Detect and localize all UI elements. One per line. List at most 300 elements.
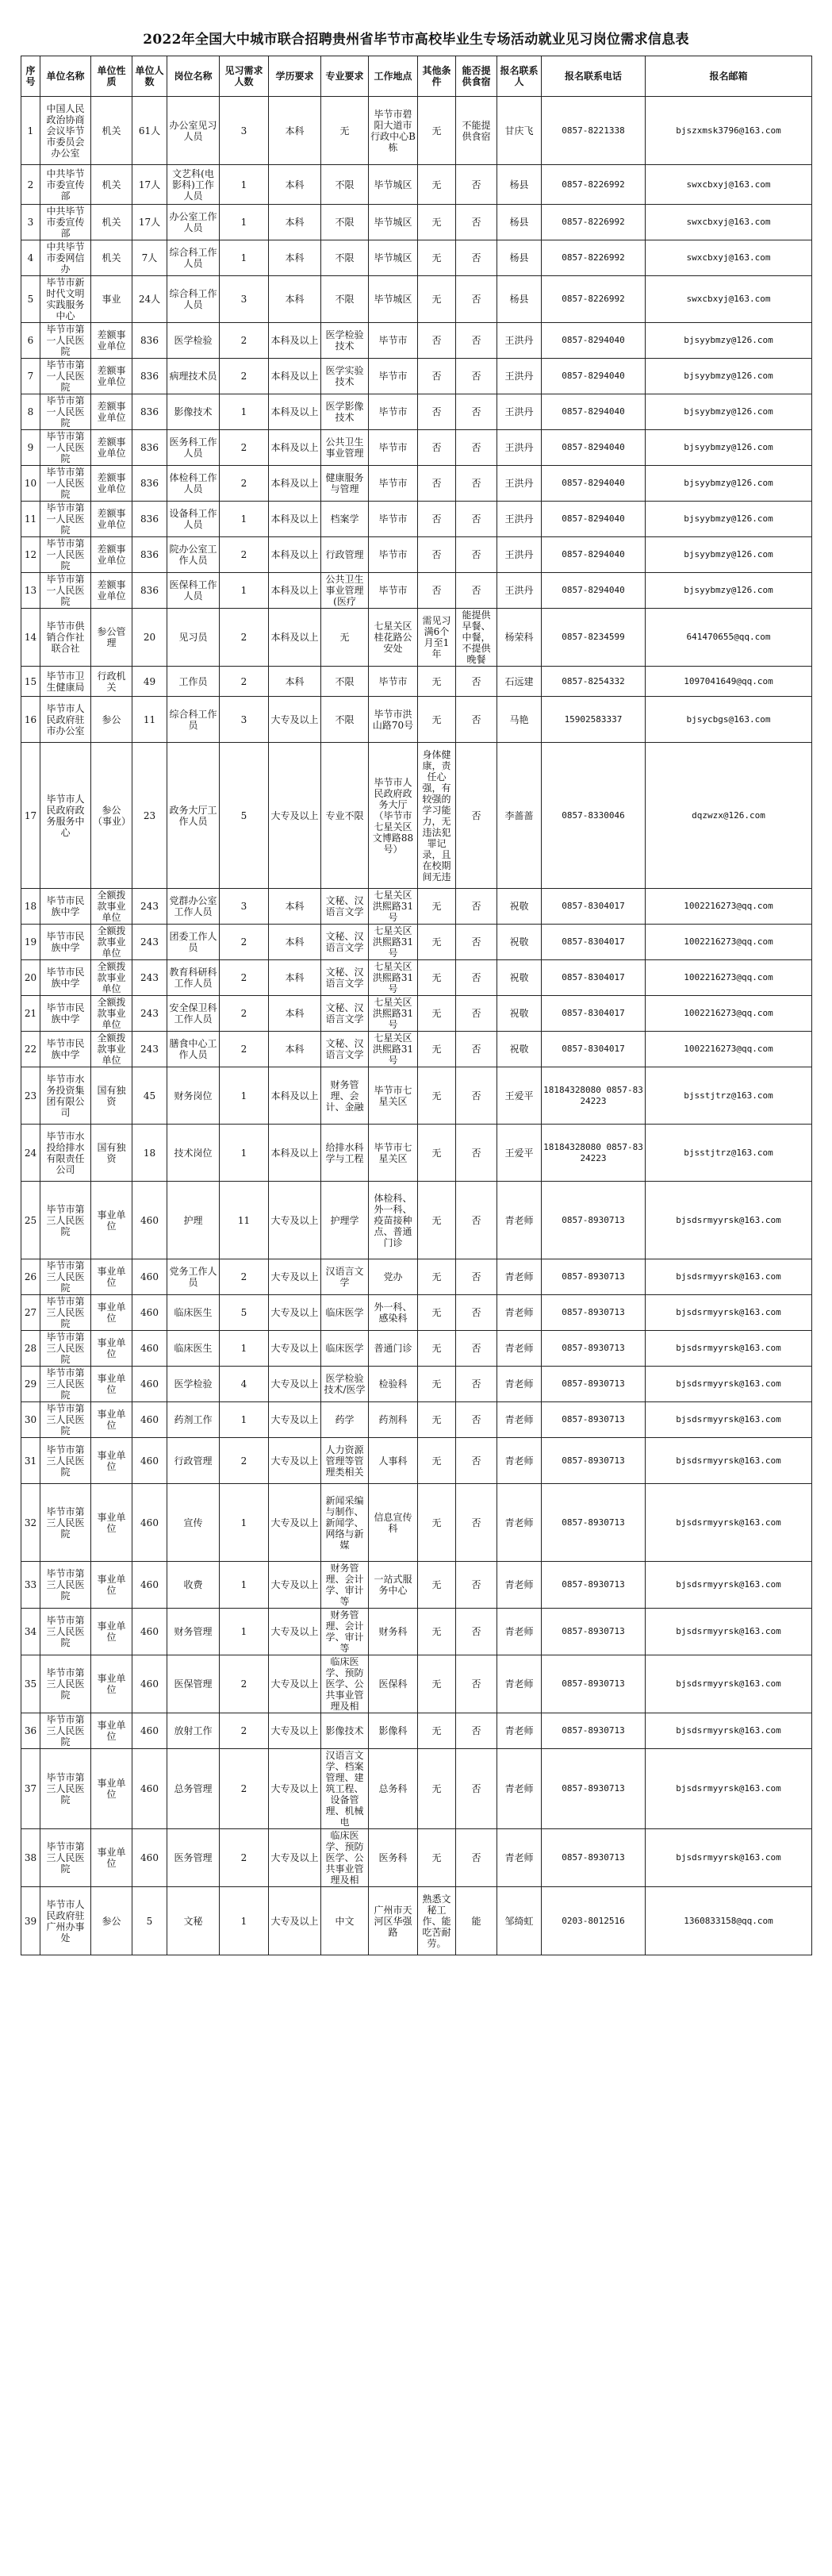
major-requirement: 文秘、汉语言文学	[321, 889, 369, 925]
unit-headcount: 836	[132, 537, 167, 573]
unit-name: 毕节市第三人民医院	[40, 1749, 91, 1829]
meals-lodging: 不能提供食宿	[456, 97, 497, 165]
contact-email: bjsyybmzy@126.com	[646, 323, 812, 359]
meals-lodging: 否	[456, 1125, 497, 1182]
major-requirement: 公共卫生事业管理	[321, 430, 369, 466]
table-row	[21, 960, 812, 996]
contact-person: 杨县	[497, 205, 542, 240]
table-row	[21, 697, 812, 743]
contact-phone: 0857-8226992	[542, 205, 646, 240]
major-requirement: 医学实验技术	[321, 359, 369, 394]
table-row	[21, 323, 812, 359]
unit-name: 毕节市第一人民医院	[40, 323, 91, 359]
contact-person: 杨县	[497, 240, 542, 276]
contact-person: 青老师	[497, 1438, 542, 1484]
table-row	[21, 1749, 812, 1829]
contact-phone: 0857-8930713	[542, 1749, 646, 1829]
unit-headcount: 836	[132, 359, 167, 394]
row-number: 21	[21, 996, 40, 1032]
meals-lodging: 否	[456, 1295, 497, 1331]
education-requirement: 本科及以上	[269, 609, 321, 667]
unit-type: 机关	[91, 205, 132, 240]
position-name: 党务工作人员	[167, 1259, 220, 1295]
row-number: 28	[21, 1331, 40, 1367]
major-requirement: 财务管理、会计、金融	[321, 1067, 369, 1125]
contact-person: 王洪丹	[497, 537, 542, 573]
contact-phone: 0857-8930713	[542, 1438, 646, 1484]
unit-headcount: 11	[132, 697, 167, 743]
row-number: 33	[21, 1562, 40, 1609]
meals-lodging: 否	[456, 889, 497, 925]
education-requirement: 本科及以上	[269, 323, 321, 359]
table-row	[21, 1032, 812, 1067]
contact-person: 青老师	[497, 1402, 542, 1438]
work-location: 七星关区桂花路公安处	[369, 609, 418, 667]
contact-phone: 0857-8221338	[542, 97, 646, 165]
table-row	[21, 1402, 812, 1438]
intern-count: 5	[220, 1295, 269, 1331]
row-number: 30	[21, 1402, 40, 1438]
position-name: 膳食中心工作人员	[167, 1032, 220, 1067]
contact-person: 王洪丹	[497, 573, 542, 609]
meals-lodging: 否	[456, 1484, 497, 1562]
header-cell: 见习需求人数	[220, 56, 269, 97]
contact-email: 1097041649@qq.com	[646, 667, 812, 697]
unit-headcount: 460	[132, 1562, 167, 1609]
unit-type: 差额事业单位	[91, 323, 132, 359]
other-conditions: 无	[418, 1655, 456, 1713]
unit-headcount: 243	[132, 996, 167, 1032]
unit-type: 差额事业单位	[91, 573, 132, 609]
contact-person: 青老师	[497, 1295, 542, 1331]
table-row	[21, 1125, 812, 1182]
unit-type: 差额事业单位	[91, 394, 132, 430]
contact-phone: 0857-8294040	[542, 573, 646, 609]
work-location: 人事科	[369, 1438, 418, 1484]
contact-person: 王爱平	[497, 1067, 542, 1125]
major-requirement: 文秘、汉语言文学	[321, 960, 369, 996]
major-requirement: 影像技术	[321, 1713, 369, 1749]
major-requirement: 新闻采编与制作、新闻学、网络与新媒	[321, 1484, 369, 1562]
contact-person: 杨县	[497, 165, 542, 205]
position-name: 办公室见习人员	[167, 97, 220, 165]
unit-name: 中国人民政治协商会议毕节市委员会办公室	[40, 97, 91, 165]
work-location: 毕节市	[369, 394, 418, 430]
row-number: 6	[21, 323, 40, 359]
contact-email: bjsdsrmyyrsk@163.com	[646, 1562, 812, 1609]
contact-email: swxcbxyj@163.com	[646, 276, 812, 323]
unit-type: 事业单位	[91, 1484, 132, 1562]
intern-count: 2	[220, 1438, 269, 1484]
work-location: 毕节市	[369, 502, 418, 537]
contact-phone: 0857-8930713	[542, 1182, 646, 1259]
unit-type: 全额拨款事业单位	[91, 996, 132, 1032]
intern-count: 2	[220, 323, 269, 359]
intern-count: 1	[220, 573, 269, 609]
unit-name: 毕节市第三人民医院	[40, 1713, 91, 1749]
unit-type: 事业单位	[91, 1562, 132, 1609]
education-requirement: 大专及以上	[269, 1438, 321, 1484]
unit-name: 中共毕节市委网信办	[40, 240, 91, 276]
major-requirement: 汉语言文学	[321, 1259, 369, 1295]
unit-headcount: 460	[132, 1331, 167, 1367]
contact-person: 青老师	[497, 1259, 542, 1295]
other-conditions: 无	[418, 1829, 456, 1887]
contact-phone: 0857-8294040	[542, 323, 646, 359]
major-requirement: 医学影像技术	[321, 394, 369, 430]
meals-lodging: 否	[456, 1655, 497, 1713]
contact-phone: 0857-8330046	[542, 743, 646, 889]
table-row	[21, 1367, 812, 1402]
row-number: 7	[21, 359, 40, 394]
contact-phone: 0857-8930713	[542, 1367, 646, 1402]
contact-phone: 0857-8930713	[542, 1484, 646, 1562]
education-requirement: 大专及以上	[269, 743, 321, 889]
table-row	[21, 925, 812, 960]
row-number: 31	[21, 1438, 40, 1484]
other-conditions: 无	[418, 667, 456, 697]
intern-count: 2	[220, 667, 269, 697]
unit-type: 参公（事业）	[91, 743, 132, 889]
major-requirement: 汉语言文学、档案管理、建筑工程、设备管理、机械电	[321, 1749, 369, 1829]
intern-count: 1	[220, 1331, 269, 1367]
unit-type: 事业单位	[91, 1609, 132, 1655]
other-conditions: 无	[418, 1125, 456, 1182]
document	[21, 24, 811, 1955]
row-number: 17	[21, 743, 40, 889]
position-name: 行政管理	[167, 1438, 220, 1484]
position-name: 医保管理	[167, 1655, 220, 1713]
unit-type: 机关	[91, 97, 132, 165]
unit-type: 差额事业单位	[91, 537, 132, 573]
table-row	[21, 1609, 812, 1655]
unit-name: 毕节市水投给排水有限责任公司	[40, 1125, 91, 1182]
meals-lodging: 否	[456, 925, 497, 960]
unit-type: 国有独资	[91, 1125, 132, 1182]
meals-lodging: 能	[456, 1887, 497, 1955]
position-name: 办公室工作人员	[167, 205, 220, 240]
meals-lodging: 否	[456, 1259, 497, 1295]
position-name: 医保科工作人员	[167, 573, 220, 609]
unit-headcount: 20	[132, 609, 167, 667]
work-location: 毕节市人民政府政务大厅（毕节市七星关区文博路88号）	[369, 743, 418, 889]
work-location: 毕节城区	[369, 165, 418, 205]
contact-phone: 0857-8304017	[542, 925, 646, 960]
contact-person: 青老师	[497, 1562, 542, 1609]
contact-person: 王洪丹	[497, 502, 542, 537]
meals-lodging: 否	[456, 1562, 497, 1609]
row-number: 18	[21, 889, 40, 925]
row-number: 29	[21, 1367, 40, 1402]
intern-count: 2	[220, 960, 269, 996]
intern-count: 1	[220, 1402, 269, 1438]
work-location: 普通门诊	[369, 1331, 418, 1367]
position-name: 临床医生	[167, 1331, 220, 1367]
education-requirement: 本科及以上	[269, 394, 321, 430]
jobs-table	[21, 56, 812, 1955]
position-name: 见习员	[167, 609, 220, 667]
unit-headcount: 243	[132, 960, 167, 996]
education-requirement: 大专及以上	[269, 1484, 321, 1562]
contact-email: bjsstjtrz@163.com	[646, 1125, 812, 1182]
work-location: 广州市天河区华强路	[369, 1887, 418, 1955]
contact-phone: 0857-8254332	[542, 667, 646, 697]
unit-headcount: 460	[132, 1609, 167, 1655]
education-requirement: 本科及以上	[269, 537, 321, 573]
education-requirement: 大专及以上	[269, 1402, 321, 1438]
position-name: 病理技术员	[167, 359, 220, 394]
table-row	[21, 240, 812, 276]
unit-headcount: 45	[132, 1067, 167, 1125]
other-conditions: 无	[418, 1182, 456, 1259]
other-conditions: 无	[418, 697, 456, 743]
contact-person: 杨荣科	[497, 609, 542, 667]
row-number: 10	[21, 466, 40, 502]
position-name: 护理	[167, 1182, 220, 1259]
contact-person: 王洪丹	[497, 359, 542, 394]
unit-headcount: 61人	[132, 97, 167, 165]
row-number: 24	[21, 1125, 40, 1182]
other-conditions: 无	[418, 1749, 456, 1829]
table-row	[21, 502, 812, 537]
other-conditions: 否	[418, 502, 456, 537]
intern-count: 2	[220, 1829, 269, 1887]
contact-email: bjsdsrmyyrsk@163.com	[646, 1749, 812, 1829]
row-number: 27	[21, 1295, 40, 1331]
work-location: 毕节市	[369, 537, 418, 573]
contact-phone: 0857-8304017	[542, 960, 646, 996]
intern-count: 2	[220, 925, 269, 960]
contact-email: 1002216273@qq.com	[646, 960, 812, 996]
intern-count: 2	[220, 1032, 269, 1067]
row-number: 39	[21, 1887, 40, 1955]
table-row	[21, 1562, 812, 1609]
contact-email: bjsdsrmyyrsk@163.com	[646, 1438, 812, 1484]
contact-person: 祝敬	[497, 1032, 542, 1067]
contact-email: swxcbxyj@163.com	[646, 240, 812, 276]
contact-person: 青老师	[497, 1367, 542, 1402]
education-requirement: 本科	[269, 667, 321, 697]
position-name: 技术岗位	[167, 1125, 220, 1182]
contact-person: 祝敬	[497, 925, 542, 960]
unit-type: 事业单位	[91, 1655, 132, 1713]
other-conditions: 否	[418, 323, 456, 359]
contact-phone: 18184328080 0857-8324223	[542, 1067, 646, 1125]
other-conditions: 无	[418, 1259, 456, 1295]
contact-email: bjsdsrmyyrsk@163.com	[646, 1484, 812, 1562]
unit-headcount: 18	[132, 1125, 167, 1182]
contact-phone: 0857-8304017	[542, 996, 646, 1032]
header-cell: 学历要求	[269, 56, 321, 97]
unit-name: 毕节市第三人民医院	[40, 1609, 91, 1655]
contact-email: bjsyybmzy@126.com	[646, 573, 812, 609]
header-cell: 报名邮箱	[646, 56, 812, 97]
work-location: 毕节城区	[369, 205, 418, 240]
position-name: 综合科工作人员	[167, 276, 220, 323]
education-requirement: 本科	[269, 276, 321, 323]
table-row	[21, 1295, 812, 1331]
intern-count: 1	[220, 1887, 269, 1955]
meals-lodging: 否	[456, 1331, 497, 1367]
education-requirement: 本科及以上	[269, 573, 321, 609]
other-conditions: 无	[418, 1609, 456, 1655]
unit-type: 参公	[91, 1887, 132, 1955]
major-requirement: 不限	[321, 205, 369, 240]
unit-name: 毕节市第一人民医院	[40, 537, 91, 573]
education-requirement: 本科	[269, 925, 321, 960]
row-number: 26	[21, 1259, 40, 1295]
row-number: 16	[21, 697, 40, 743]
contact-email: bjsdsrmyyrsk@163.com	[646, 1259, 812, 1295]
unit-type: 参公	[91, 697, 132, 743]
intern-count: 1	[220, 394, 269, 430]
contact-phone: 0857-8930713	[542, 1609, 646, 1655]
contact-email: bjsdsrmyyrsk@163.com	[646, 1713, 812, 1749]
contact-email: swxcbxyj@163.com	[646, 205, 812, 240]
major-requirement: 财务管理、会计学、审计等	[321, 1562, 369, 1609]
work-location: 信息宣传科	[369, 1484, 418, 1562]
position-name: 文秘	[167, 1887, 220, 1955]
unit-headcount: 17人	[132, 165, 167, 205]
meals-lodging: 否	[456, 1067, 497, 1125]
contact-phone: 0857-8226992	[542, 165, 646, 205]
contact-email: bjszxmsk3796@163.com	[646, 97, 812, 165]
contact-person: 青老师	[497, 1182, 542, 1259]
unit-type: 全额拨款事业单位	[91, 960, 132, 996]
unit-headcount: 460	[132, 1749, 167, 1829]
contact-person: 祝敬	[497, 960, 542, 996]
row-number: 1	[21, 97, 40, 165]
meals-lodging: 否	[456, 430, 497, 466]
unit-name: 毕节市第三人民医院	[40, 1562, 91, 1609]
major-requirement: 人力资源管理等管理类相关	[321, 1438, 369, 1484]
major-requirement: 中文	[321, 1887, 369, 1955]
intern-count: 1	[220, 1125, 269, 1182]
intern-count: 2	[220, 359, 269, 394]
contact-person: 祝敬	[497, 996, 542, 1032]
unit-headcount: 460	[132, 1182, 167, 1259]
table-row	[21, 889, 812, 925]
contact-phone: 0857-8294040	[542, 537, 646, 573]
unit-type: 事业单位	[91, 1402, 132, 1438]
work-location: 毕节市碧阳大道市行政中心B栋	[369, 97, 418, 165]
table-row	[21, 394, 812, 430]
contact-phone: 0857-8294040	[542, 394, 646, 430]
education-requirement: 本科及以上	[269, 502, 321, 537]
table-row	[21, 1182, 812, 1259]
work-location: 毕节城区	[369, 240, 418, 276]
position-name: 财务管理	[167, 1609, 220, 1655]
education-requirement: 本科	[269, 205, 321, 240]
row-number: 2	[21, 165, 40, 205]
unit-name: 中共毕节市委宣传部	[40, 205, 91, 240]
contact-phone: 0203-8012516	[542, 1887, 646, 1955]
unit-headcount: 836	[132, 394, 167, 430]
contact-email: 1360833158@qq.com	[646, 1887, 812, 1955]
position-name: 安全保卫科工作人员	[167, 996, 220, 1032]
contact-email: 1002216273@qq.com	[646, 1032, 812, 1067]
education-requirement: 本科	[269, 889, 321, 925]
education-requirement: 本科及以上	[269, 1125, 321, 1182]
work-location: 毕节市	[369, 430, 418, 466]
contact-phone: 0857-8930713	[542, 1562, 646, 1609]
meals-lodging: 否	[456, 205, 497, 240]
education-requirement: 大专及以上	[269, 1295, 321, 1331]
unit-type: 事业单位	[91, 1259, 132, 1295]
unit-name: 毕节市第一人民医院	[40, 502, 91, 537]
contact-phone: 0857-8930713	[542, 1295, 646, 1331]
position-name: 医学检验	[167, 323, 220, 359]
unit-headcount: 460	[132, 1484, 167, 1562]
unit-headcount: 24人	[132, 276, 167, 323]
position-name: 设备科工作人员	[167, 502, 220, 537]
work-location: 毕节市	[369, 359, 418, 394]
other-conditions: 无	[418, 1067, 456, 1125]
position-name: 工作员	[167, 667, 220, 697]
meals-lodging: 否	[456, 573, 497, 609]
intern-count: 11	[220, 1182, 269, 1259]
other-conditions: 无	[418, 1032, 456, 1067]
other-conditions: 身体健康，责任心强，有较强的学习能力，无违法犯罪记录，且在校期间无违	[418, 743, 456, 889]
unit-headcount: 17人	[132, 205, 167, 240]
table-row	[21, 667, 812, 697]
row-number: 3	[21, 205, 40, 240]
unit-headcount: 460	[132, 1402, 167, 1438]
row-number: 12	[21, 537, 40, 573]
row-number: 22	[21, 1032, 40, 1067]
other-conditions: 无	[418, 1295, 456, 1331]
unit-name: 毕节市供销合作社联合社	[40, 609, 91, 667]
contact-phone: 18184328080 0857-8324223	[542, 1125, 646, 1182]
major-requirement: 文秘、汉语言文学	[321, 925, 369, 960]
table-row	[21, 1438, 812, 1484]
contact-person: 青老师	[497, 1609, 542, 1655]
row-number: 23	[21, 1067, 40, 1125]
unit-type: 差额事业单位	[91, 502, 132, 537]
contact-email: bjsdsrmyyrsk@163.com	[646, 1295, 812, 1331]
unit-name: 毕节市人民政府驻市办公室	[40, 697, 91, 743]
unit-name: 毕节市民族中学	[40, 960, 91, 996]
major-requirement: 档案学	[321, 502, 369, 537]
row-number: 25	[21, 1182, 40, 1259]
header-row	[21, 56, 812, 97]
unit-name: 毕节市第一人民医院	[40, 466, 91, 502]
unit-name: 毕节市第一人民医院	[40, 359, 91, 394]
intern-count: 1	[220, 1609, 269, 1655]
position-name: 放射工作	[167, 1713, 220, 1749]
unit-name: 毕节市第三人民医院	[40, 1259, 91, 1295]
position-name: 医学检验	[167, 1367, 220, 1402]
intern-count: 2	[220, 430, 269, 466]
position-name: 药剂工作	[167, 1402, 220, 1438]
major-requirement: 专业不限	[321, 743, 369, 889]
unit-headcount: 243	[132, 889, 167, 925]
unit-headcount: 460	[132, 1713, 167, 1749]
unit-name: 毕节市水务投资集团有限公司	[40, 1067, 91, 1125]
major-requirement: 给排水科学与工程	[321, 1125, 369, 1182]
row-number: 13	[21, 573, 40, 609]
unit-name: 毕节市卫生健康局	[40, 667, 91, 697]
header-cell: 单位人数	[132, 56, 167, 97]
intern-count: 1	[220, 240, 269, 276]
work-location: 七星关区洪熙路31号	[369, 889, 418, 925]
education-requirement: 本科	[269, 165, 321, 205]
intern-count: 1	[220, 165, 269, 205]
row-number: 35	[21, 1655, 40, 1713]
major-requirement: 临床医学	[321, 1331, 369, 1367]
work-location: 毕节市七星关区	[369, 1125, 418, 1182]
other-conditions: 无	[418, 889, 456, 925]
